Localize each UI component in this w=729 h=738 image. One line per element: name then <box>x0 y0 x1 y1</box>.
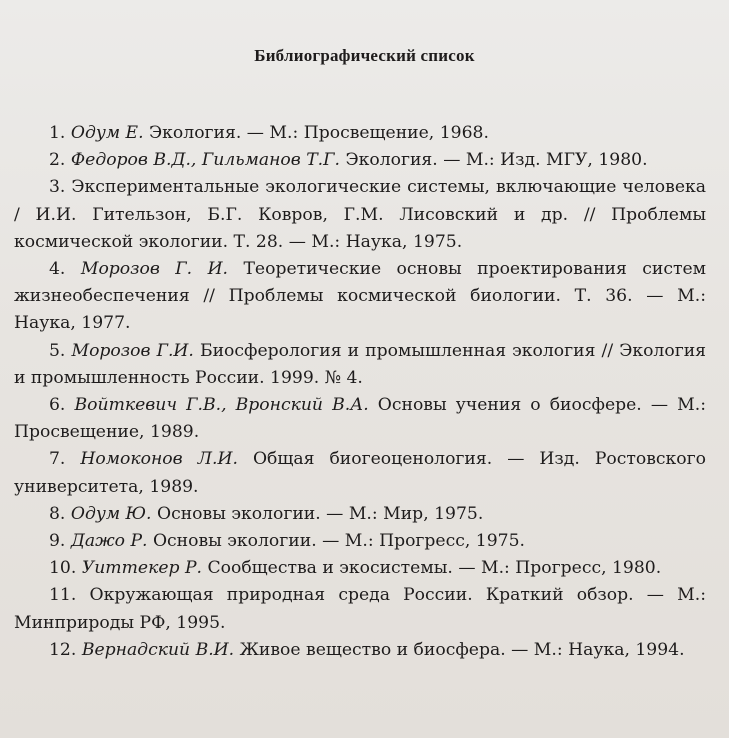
entry-text: Биосферология и промышленная экология // Экология и промышленность России. 1999. № 4. <box>14 340 707 388</box>
bibliography-entry <box>14 555 706 582</box>
bibliography-entry <box>14 174 706 256</box>
entry-author: Одум Е. <box>70 123 144 143</box>
entry-author: Дажо Р. <box>70 531 148 552</box>
bibliography-entry <box>14 446 706 500</box>
entry-text: Экология. — М.: Изд. МГУ, 1980. <box>345 150 648 171</box>
entry-number: 7. <box>49 449 66 470</box>
entry-author: Морозов Г.И. <box>71 340 194 361</box>
entry-number: 2. <box>49 150 66 171</box>
entry-author: Одум Ю. <box>70 503 152 524</box>
entry-text: Основы экологии. — М.: Прогресс, 1975. <box>152 531 525 552</box>
entry-number: 5. <box>49 340 66 361</box>
entry-text: Основы экологии. — М.: Мир, 1975. <box>157 503 484 524</box>
entry-author: Войткевич Г.В., Вронский В.А. <box>74 395 369 416</box>
entry-number: 4. <box>49 259 66 280</box>
entry-author: Федоров В.Д., Гильманов Т.Г. <box>70 150 340 171</box>
entry-author: Уиттекер Р. <box>81 558 202 579</box>
entry-author: Вернадский В.И. <box>81 639 235 660</box>
entry-text: Сообщества и экосистемы. — М.: Прогресс, 1980. <box>207 558 662 579</box>
entry-number: 1. <box>49 123 66 143</box>
bibliography-entry <box>14 147 706 174</box>
entry-number: 10. <box>49 558 77 579</box>
bibliography-entry <box>14 528 706 555</box>
entry-number: 8. <box>49 503 66 524</box>
bibliography-entry <box>14 582 706 636</box>
bibliography-entry <box>14 120 706 147</box>
bibliography-entry <box>14 392 706 446</box>
page-title: Библиографический список <box>254 46 475 65</box>
entry-text: Общая биогеоценология. — Изд. Ростовского университета, 1989. <box>14 449 706 497</box>
entry-text: Основы учения о биосфере. — М.: Просвещение, 1989. <box>14 395 706 443</box>
entry-text: Окружающая природная среда России. Краткий обзор. — М.: Минприроды РФ, 1995. <box>14 585 707 633</box>
entry-text: Живое вещество и биосфера. — М.: Наука, 1994. <box>239 639 685 660</box>
bibliography-entry <box>14 338 706 392</box>
entry-number: 3. <box>49 177 66 198</box>
bibliography-entry <box>14 256 706 338</box>
bibliography-list <box>14 120 706 664</box>
entry-text: Теоретические основы проектирования систем жизнеобеспечения // Проблемы космической биологии. Т. 36. — М.: Наука, 1977. <box>14 259 707 334</box>
bibliography-entry <box>14 501 706 528</box>
entry-number: 12. <box>49 639 77 660</box>
entry-author: Морозов Г. И. <box>80 259 229 280</box>
entry-number: 9. <box>49 531 66 552</box>
entry-author: Номоконов Л.И. <box>80 449 238 470</box>
bibliography-entry <box>14 637 706 664</box>
entry-number: 6. <box>49 395 66 416</box>
entry-text: Экология. — М.: Просвещение, 1968. <box>149 123 489 143</box>
entry-number: 11. <box>49 585 77 606</box>
entry-text: Экспериментальные экологические системы, включающие человека / И.И. Гительзон, Б.Г. Ковров, Г.М. Лисовский и др. // Проблемы космической экологии. Т. 28. — М.: Наука, 1975. <box>14 177 706 252</box>
